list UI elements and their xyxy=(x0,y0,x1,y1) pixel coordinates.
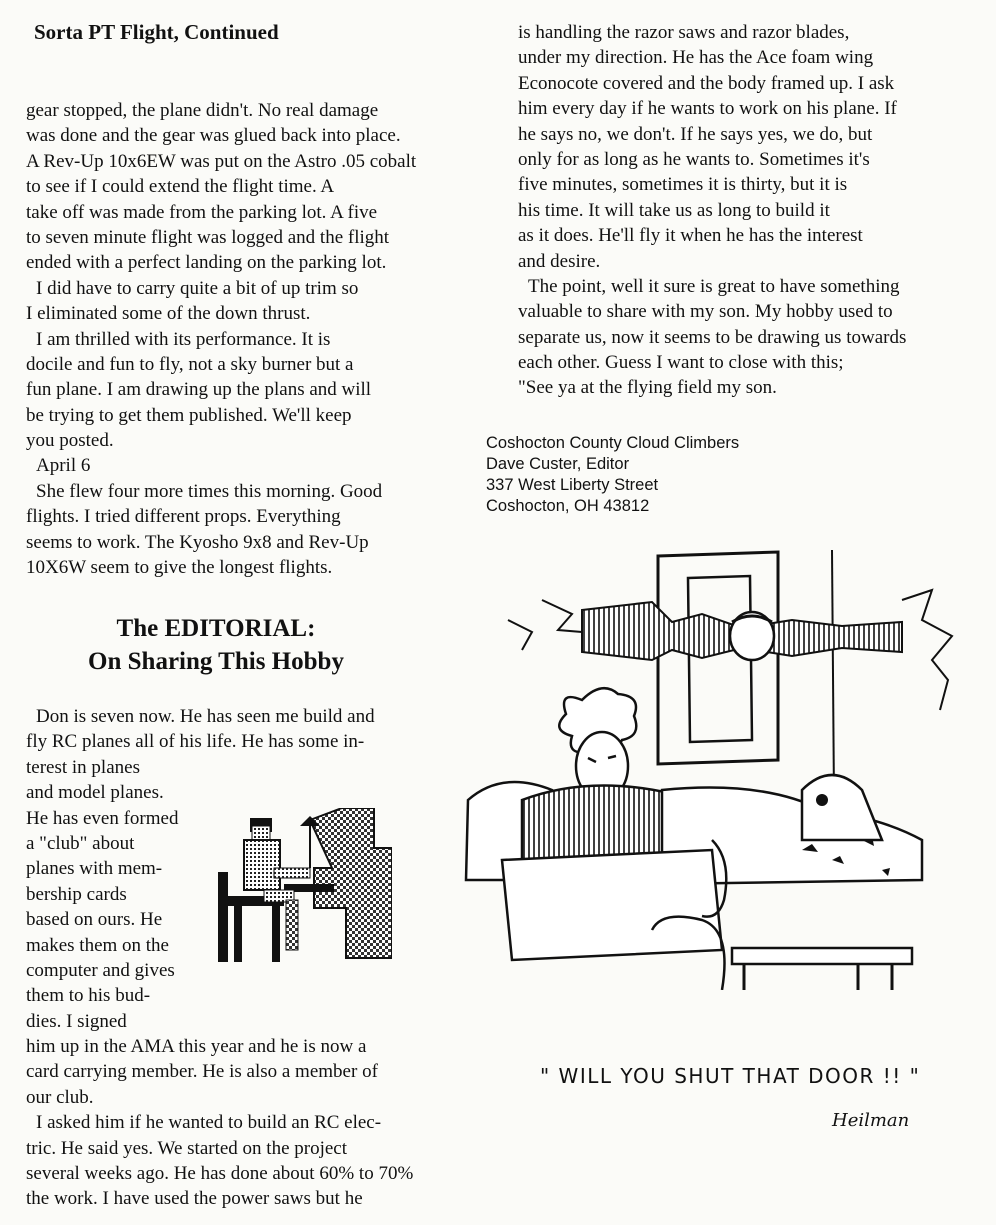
person-at-computer-icon xyxy=(214,808,392,966)
text-line: terest in planes xyxy=(26,756,140,778)
text-line: He has even formed xyxy=(26,807,179,829)
text-line: to see if I could extend the flight time. A xyxy=(26,176,335,198)
text-line: and desire. xyxy=(518,250,601,272)
text-line: The point, well it sure is great to have something xyxy=(528,275,900,297)
club-name: Coshocton County Cloud Climbers xyxy=(486,434,740,452)
text-line: take off was made from the parking lot. A five xyxy=(26,201,378,223)
text-line: a "club" about xyxy=(26,832,135,854)
article-continued xyxy=(26,98,496,580)
text-line: "See ya at the flying field my son. xyxy=(518,377,777,399)
text-line: Econocote covered and the body framed up. I ask xyxy=(518,72,895,94)
text-line: be trying to get them published. We'll keep xyxy=(26,404,352,426)
cartoon-illustration xyxy=(462,540,962,990)
text-line: him up in the AMA this year and he is now a xyxy=(26,1036,367,1058)
text-line: separate us, now it seems to be drawing us towards xyxy=(518,326,907,348)
text-line: our club. xyxy=(26,1086,94,1108)
editorial-subtitle: On Sharing This Hobby xyxy=(88,648,344,675)
text-line: you posted. xyxy=(26,430,114,452)
text-line: tric. He said yes. We started on the project xyxy=(26,1137,348,1159)
article-right-column xyxy=(518,20,978,401)
text-line: ended with a perfect landing on the parking lot. xyxy=(26,252,387,274)
text-line: Don is seven now. He has seen me build and xyxy=(36,706,375,727)
text-line: valuable to share with my son. My hobby used to xyxy=(518,301,893,323)
text-line: his time. It will take us as long to build it xyxy=(518,199,830,221)
text-line: bership cards xyxy=(26,883,127,905)
text-line: several weeks ago. He has done about 60% to 70% xyxy=(26,1163,414,1185)
text-line: five minutes, sometimes it is thirty, but it is xyxy=(518,174,848,196)
text-line: computer and gives xyxy=(26,959,175,981)
text-line: I am thrilled with its performance. It is xyxy=(36,328,331,350)
text-line: is handling the razor saws and razor blades, xyxy=(518,22,850,43)
date-line: April 6 xyxy=(36,455,91,477)
editorial-title: The EDITORIAL: xyxy=(116,615,316,642)
text-line: makes them on the xyxy=(26,934,169,956)
text-line: card carrying member. He is also a member of xyxy=(26,1061,378,1083)
text-line: fly RC planes all of his life. He has some in- xyxy=(26,731,365,753)
text-line: flights. I tried different props. Everything xyxy=(26,506,341,528)
text-line: based on ours. He xyxy=(26,909,163,931)
text-line: as it does. He'll fly it when he has the interest xyxy=(518,225,863,247)
text-line: I eliminated some of the down thrust. xyxy=(26,303,311,325)
text-line: docile and fun to fly, not a sky burner but a xyxy=(26,353,354,375)
club-address xyxy=(486,433,739,517)
text-line: A Rev-Up 10x6EW was put on the Astro .05 cobalt xyxy=(26,150,417,172)
text-line: the work. I have used the power saws but he xyxy=(26,1188,363,1210)
text-line: I did have to carry quite a bit of up trim so xyxy=(36,277,359,299)
street-address: 337 West Liberty Street xyxy=(486,476,659,494)
editor-name: Dave Custer, Editor xyxy=(486,455,630,473)
text-line: only for as long as he wants to. Sometimes it's xyxy=(518,148,870,170)
artist-signature: Heilman xyxy=(832,1110,910,1131)
text-line: to seven minute flight was logged and the flight xyxy=(26,226,390,248)
text-line: planes with mem- xyxy=(26,858,163,880)
text-line: and model planes. xyxy=(26,782,164,804)
text-line: dies. I signed xyxy=(26,1010,127,1032)
text-line: under my direction. He has the Ace foam wing xyxy=(518,47,874,69)
text-line: each other. Guess I want to close with this; xyxy=(518,352,844,374)
text-line: She flew four more times this morning. Good xyxy=(36,480,383,502)
text-line: gear stopped, the plane didn't. No real damage xyxy=(26,100,379,121)
text-line: I asked him if he wanted to build an RC elec- xyxy=(36,1112,382,1134)
text-line: seems to work. The Kyosho 9x8 and Rev-Up xyxy=(26,531,369,553)
text-line: he says no, we don't. If he says yes, we do, but xyxy=(518,123,873,145)
text-line: them to his bud- xyxy=(26,985,151,1007)
text-line: him every day if he wants to work on his plane. If xyxy=(518,98,897,120)
text-line: 10X6W seem to give the longest flights. xyxy=(26,557,333,579)
page-header: Sorta PT Flight, Continued xyxy=(34,20,279,44)
city-state-zip: Coshocton, OH 43812 xyxy=(486,497,650,515)
cartoon-caption: " WILL YOU SHUT THAT DOOR !! " xyxy=(540,1064,921,1088)
text-line: was done and the gear was glued back into place. xyxy=(26,125,401,147)
text-line: fun plane. I am drawing up the plans and will xyxy=(26,379,372,401)
